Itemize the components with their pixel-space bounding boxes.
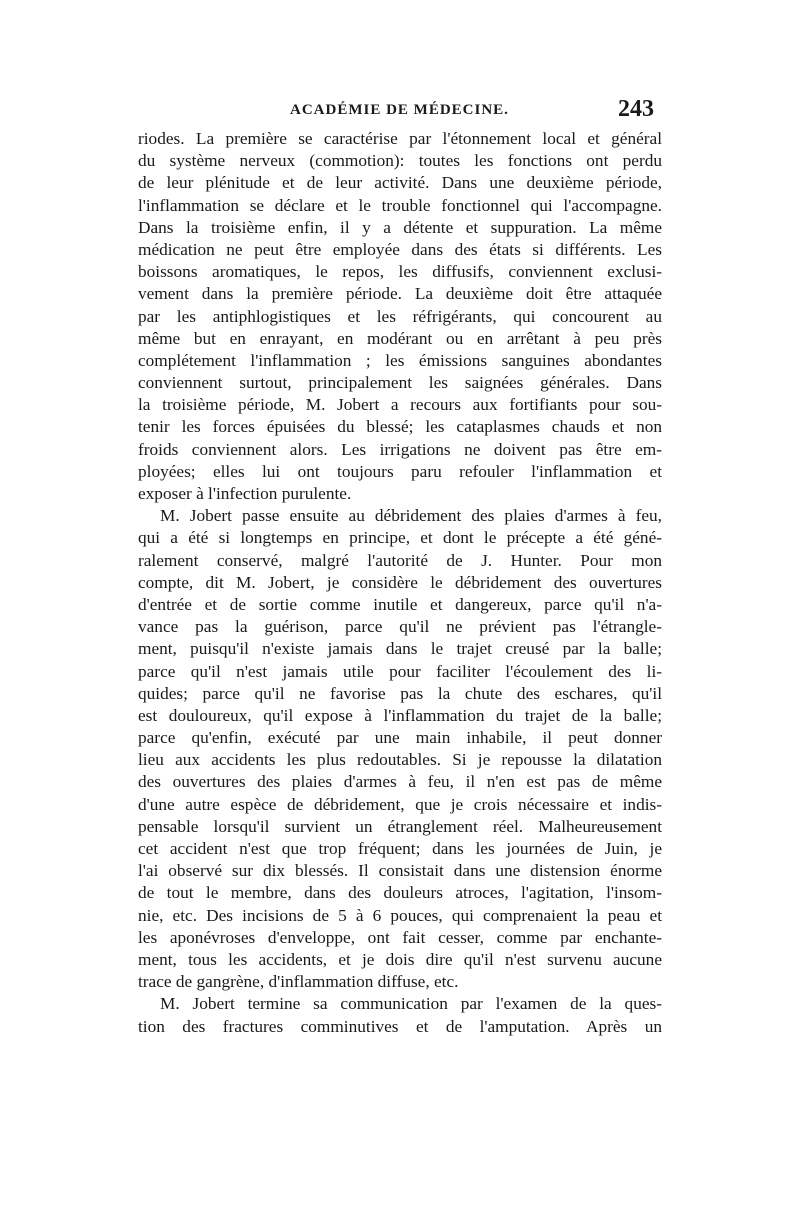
page-number: 243 [618,96,654,122]
text-line: pensable lorsqu'il survient un étranglement réel. Malheureusement [138,816,662,836]
text-line: qui a été si longtemps en principe, et dont le précepte a été géné- [138,528,662,548]
text-line: les aponévroses d'enveloppe, ont fait cesser, comme par enchante- [138,927,662,947]
text-line: la troisième période, M. Jobert a recours aux fortifiants pour sou- [138,395,662,415]
text-line: du système nerveux (commotion): toutes les fonctions ont perdu [138,151,662,171]
text-line: Dans la troisième enfin, il y a détente et suppuration. La même [138,217,662,237]
text-line: ment, tous les accidents, et je dois dire qu'il n'est survenu aucune [138,949,662,969]
text-line: tenir les forces épuisées du blessé; les cataplasmes chauds et non [138,417,662,437]
paragraph-start-line: M. Jobert passe ensuite au débridement des plaies d'armes à feu, [160,506,662,526]
text-line: des ouvertures des plaies d'armes à feu, il n'en est pas de même [138,772,662,792]
paragraph-start-line: M. Jobert termine sa communication par l'examen de la ques- [160,994,662,1014]
text-line: compte, dit M. Jobert, je considère le débridement des ouvertures [138,572,662,592]
text-line: cet accident n'est que trop fréquent; dans les journées de Juin, je [138,839,662,858]
text-line: l'ai observé sur dix blessés. Il consistait dans une distension énorme [138,861,662,881]
text-line: médication ne peut être employée dans des états si différents. Les [138,239,662,259]
text-line: ment, puisqu'il n'existe jamais dans le trajet creusé par la balle; [138,639,662,659]
text-line: nie, etc. Des incisions de 5 à 6 pouces, qui comprenaient la peau et [138,905,662,925]
text-line: froids conviennent alors. Les irrigations ne doivent pas être em- [138,439,662,459]
paragraph-end-line: exposer à l'infection purulente. [138,484,352,503]
text-line: d'une autre espèce de débridement, que je crois nécessaire et indis- [138,794,662,814]
text-line: même but en enrayant, en modérant ou en arrêtant à peu près [138,328,662,348]
text-line: parce qu'il n'est jamais utile pour faciliter l'écoulement des li- [138,661,662,681]
text-line: vement dans la première période. La deuxième doit être attaquée [138,284,662,304]
text-line: de tout le membre, dans des douleurs atroces, l'agitation, l'insom- [138,883,662,903]
text-line: ployées; elles lui ont toujours paru refouler l'inflammation et [138,461,662,481]
text-line: l'inflammation se déclare et le trouble fonctionnel qui l'accompagne. [138,195,662,215]
text-line: boissons aromatiques, le repos, les diffusifs, conviennent exclusi- [138,262,662,282]
text-line: quides; parce qu'il ne favorise pas la chute des eschares, qu'il [138,683,662,703]
text-line: d'entrée et de sortie comme inutile et dangereux, parce qu'il n'a- [138,594,662,614]
text-line: conviennent surtout, principalement les saignées générales. Dans [138,373,662,393]
text-line: de leur plénitude et de leur activité. Dans une deuxième période, [138,173,662,193]
text-line: par les antiphlogistiques et les réfrigérants, qui concourent au [138,306,662,326]
text-line: parce qu'enfin, exécuté par une main inhabile, il peut donner [138,728,662,748]
text-line: lieu aux accidents les plus redoutables. Si je repousse la dilatation [138,750,662,770]
text-line: ralement conservé, malgré l'autorité de J. Hunter. Pour mon [138,550,662,570]
text-line: riodes. La première se caractérise par l'étonnement local et général [138,129,662,148]
running-title: ACADÉMIE DE MÉDECINE. [290,102,509,118]
text-line: vance pas la guérison, parce qu'il ne prévient pas l'étrangle- [138,617,662,637]
text-line: complétement l'inflammation ; les émissions sanguines abondantes [138,350,662,370]
text-line: est douloureux, qu'il expose à l'inflammation du trajet de la balle; [138,705,662,725]
body-text [138,128,662,1038]
text-line: tion des fractures comminutives et de l'amputation. Après un [138,1016,662,1036]
paragraph-end-line: trace de gangrène, d'inflammation diffuse, etc. [138,972,459,992]
running-head [138,96,658,126]
